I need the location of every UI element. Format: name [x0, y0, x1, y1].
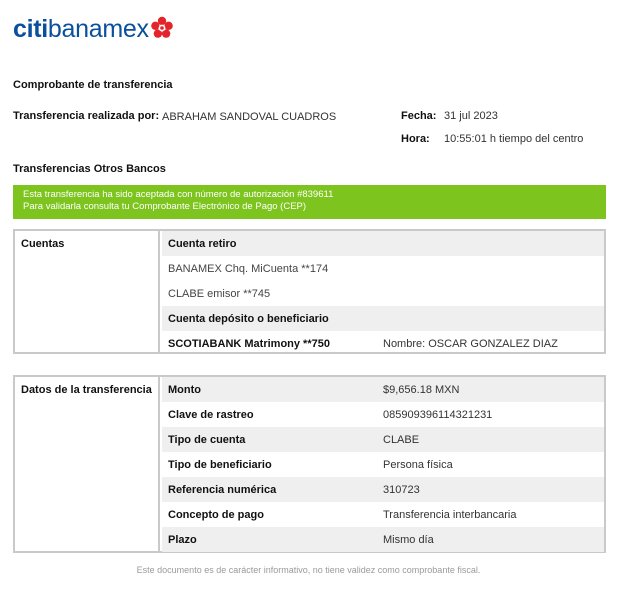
- field-value: Transferencia interbancaria: [383, 508, 517, 521]
- withdrawal-account: BANAMEX Chq. MiCuenta **174: [168, 262, 329, 275]
- withdrawal-label: Cuenta retiro: [168, 237, 237, 250]
- field-label: Tipo de beneficiario: [168, 458, 272, 471]
- clabe-sender-row: [162, 281, 604, 306]
- field-value: 310723: [383, 483, 420, 496]
- table-row: [162, 452, 604, 477]
- field-label: Referencia numérica: [168, 483, 277, 496]
- field-value: $9,656.18 MXN: [383, 383, 460, 396]
- beneficiary-name: Nombre: OSCAR GONZALEZ DIAZ: [383, 337, 558, 350]
- accounts-heading: Cuentas: [15, 231, 160, 352]
- field-label: Plazo: [168, 533, 197, 546]
- authorization-banner: [13, 185, 606, 219]
- disclaimer-footer: Este documento es de carácter informativo, no tiene validez como comprobante fiscal.: [136, 565, 481, 575]
- time-value: 10:55:01 h tiempo del centro: [444, 133, 584, 145]
- section-title: Transferencias Otros Bancos: [13, 163, 166, 175]
- table-row: [162, 527, 604, 552]
- logo-wordmark: citibanamex: [13, 14, 149, 43]
- receipt-title: Comprobante de transferencia: [13, 79, 173, 91]
- accounts-box: [13, 229, 606, 354]
- clabe-sender: CLABE emisor **745: [168, 287, 271, 300]
- field-value: Persona física: [383, 458, 453, 471]
- time-label: Hora:: [401, 133, 430, 145]
- made-by-label: Transferencia realizada por:: [13, 110, 160, 122]
- made-by-value: ABRAHAM SANDOVAL CUADROS: [162, 111, 337, 123]
- transfer-details: [162, 377, 604, 551]
- table-row: [162, 502, 604, 527]
- field-value: Mismo día: [383, 533, 434, 546]
- banner-line-cep: Para validarla consulta tu Comprobante Electrónico de Pago (CEP): [23, 201, 307, 212]
- field-label: Tipo de cuenta: [168, 433, 246, 446]
- withdrawal-account-row: [162, 256, 604, 281]
- transfer-heading: Datos de la transferencia: [15, 377, 160, 551]
- date-label: Fecha:: [401, 110, 437, 122]
- banamex-flower-icon: [150, 16, 174, 40]
- field-value: CLABE: [383, 433, 420, 446]
- citibanamex-logo: [13, 14, 174, 44]
- table-row: [162, 377, 604, 402]
- field-label: Concepto de pago: [168, 508, 264, 521]
- banner-line-authorization: Esta transferencia ha sido aceptada con número de autorización #839611: [23, 189, 334, 200]
- date-value: 31 jul 2023: [444, 110, 498, 122]
- withdrawal-label-row: [162, 231, 604, 256]
- beneficiary-account: SCOTIABANK Matrimony **750: [168, 337, 330, 350]
- field-label: Clave de rastreo: [168, 408, 254, 421]
- deposit-label: Cuenta depósito o beneficiario: [168, 312, 329, 325]
- accounts-details: [162, 231, 604, 352]
- field-value: 085909396114321231: [383, 408, 493, 421]
- table-row: [162, 402, 604, 427]
- beneficiary-row: [162, 331, 604, 356]
- table-row: [162, 427, 604, 452]
- transfer-data-box: [13, 375, 606, 553]
- field-label: Monto: [168, 383, 201, 396]
- table-row: [162, 477, 604, 502]
- deposit-label-row: [162, 306, 604, 331]
